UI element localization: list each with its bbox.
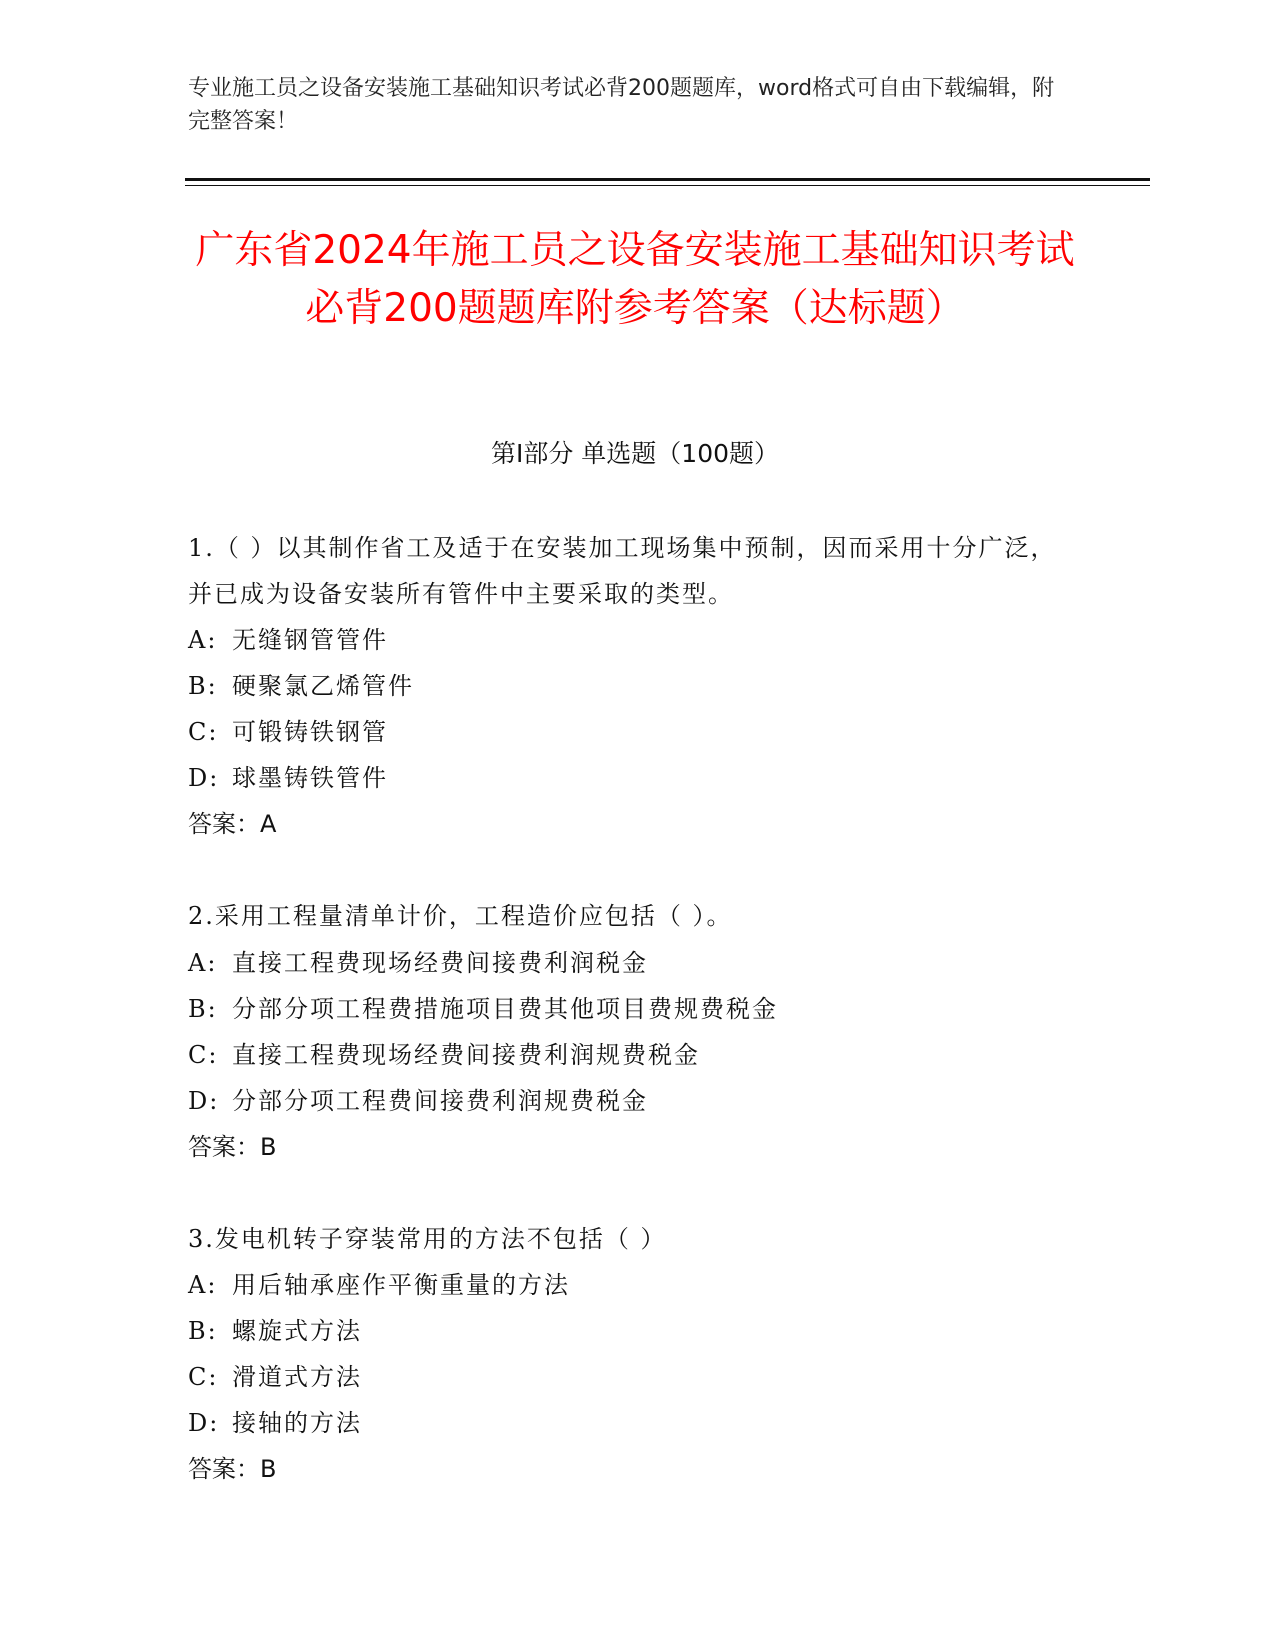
question-stem: 3.发电机转子穿装常用的方法不包括（ ） — [188, 1224, 667, 1253]
option-letter: A: — [188, 948, 218, 977]
option-text: 可锻铸铁钢管 — [232, 718, 388, 746]
answer-line — [188, 1124, 1078, 1170]
option-text: 无缝钢管管件 — [232, 626, 388, 654]
option-text: 用后轴承座作平衡重量的方法 — [232, 1271, 570, 1299]
option-letter: B: — [188, 994, 218, 1023]
option-d — [188, 1400, 1078, 1446]
option-c — [188, 709, 1078, 755]
question-stem: 1.（ ）以其制作省工及适于在安装加工现场集中预制，因而采用十分广泛，并已成为设备安装所有管件中主要采取的类型。 — [188, 534, 1057, 608]
option-letter: B: — [188, 672, 218, 700]
answer-line — [188, 1446, 1078, 1492]
question-list — [188, 526, 1078, 1539]
option-b — [188, 986, 1078, 1032]
option-letter: B: — [188, 1317, 218, 1345]
header-note: 专业施工员之设备安装施工基础知识考试必背200题题库，word格式可自由下载编辑，附完整答案！ — [188, 76, 1055, 134]
answer-line — [188, 801, 1078, 847]
option-letter: D: — [188, 1409, 220, 1437]
option-text: 螺旋式方法 — [232, 1317, 362, 1345]
option-b — [188, 1308, 1078, 1354]
option-text: 滑道式方法 — [232, 1363, 362, 1391]
option-letter: D: — [188, 1086, 220, 1115]
option-letter: C: — [188, 1040, 219, 1069]
header-divider-thin — [185, 185, 1150, 186]
option-text: 直接工程费现场经费间接费利润规费税金 — [232, 1040, 700, 1069]
section-heading: 第I部分 单选题（100题） — [490, 439, 780, 468]
option-b — [188, 663, 1078, 709]
answer-label: 答案： — [188, 1132, 260, 1161]
option-text: 直接工程费现场经费间接费利润税金 — [232, 948, 648, 977]
option-letter: A: — [188, 1271, 218, 1299]
question-item — [188, 526, 1078, 847]
option-letter: C: — [188, 1363, 219, 1391]
option-text: 接轴的方法 — [232, 1409, 362, 1437]
question-item — [188, 894, 1078, 1170]
option-a — [188, 617, 1078, 663]
option-d — [188, 755, 1078, 801]
question-stem: 2.采用工程量清单计价，工程造价应包括（ ）。 — [188, 902, 733, 930]
answer-label: 答案： — [188, 810, 260, 838]
option-text: 硬聚氯乙烯管件 — [232, 672, 414, 700]
option-letter: D: — [188, 764, 220, 792]
option-a — [188, 940, 1078, 986]
option-a — [188, 1262, 1078, 1308]
answer-value: B — [260, 1455, 277, 1483]
answer-label: 答案： — [188, 1455, 260, 1483]
option-letter: C: — [188, 718, 219, 746]
option-text: 球墨铸铁管件 — [232, 764, 388, 792]
answer-value: A — [260, 810, 277, 838]
document-title: 广东省2024年施工员之设备安装施工基础知识考试必背200题题库附参考答案（达标题） — [195, 228, 1075, 331]
option-c — [188, 1032, 1078, 1078]
option-text: 分部分项工程费间接费利润规费税金 — [232, 1086, 648, 1115]
answer-value: B — [260, 1132, 277, 1161]
option-c — [188, 1354, 1078, 1400]
option-letter: A: — [188, 626, 218, 654]
question-item — [188, 1217, 1078, 1493]
option-d — [188, 1078, 1078, 1124]
header-divider-thick — [185, 178, 1150, 181]
option-text: 分部分项工程费措施项目费其他项目费规费税金 — [232, 994, 778, 1023]
